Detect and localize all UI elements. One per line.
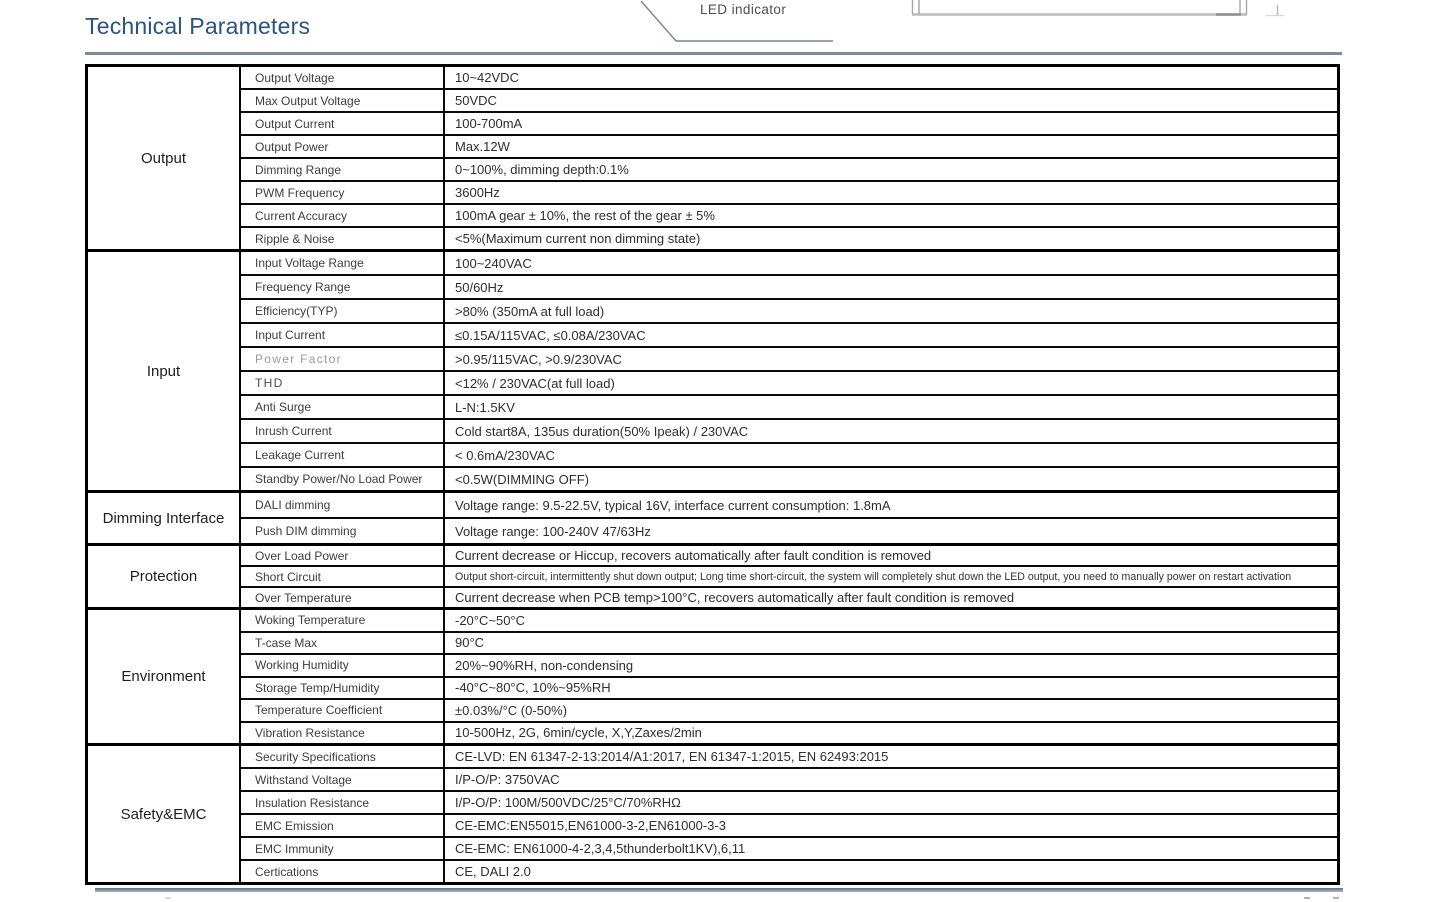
table-row	[241, 698, 1337, 721]
table-row	[241, 370, 1337, 394]
table-row	[241, 836, 1337, 859]
param-label: EMC Immunity	[241, 838, 445, 859]
param-value: 100~240VAC	[455, 255, 532, 271]
table-row	[241, 493, 1337, 517]
param-value: ±0.03%/°C (0-50%)	[455, 702, 568, 718]
param-value: 100-700mA	[455, 116, 523, 131]
table-row	[241, 790, 1337, 813]
param-value: I/P-O/P: 3750VAC	[455, 772, 560, 787]
param-label: Withstand Voltage	[241, 769, 445, 790]
led-indicator-label: LED indicator	[700, 2, 787, 17]
param-label: Over Load Power	[241, 546, 445, 565]
param-label: Leakage Current	[241, 444, 445, 466]
param-value: CE-LVD: EN 61347-2-13:2014/A1:2017, EN 61347-1:2015, EN 62493:2015	[455, 749, 889, 764]
param-label: Security Specifications	[241, 746, 445, 767]
param-label: Woking Temperature	[241, 610, 445, 631]
param-label: Output Voltage	[241, 67, 445, 88]
page-title: Technical Parameters	[85, 13, 311, 39]
param-value: >0.95/115VAC, >0.9/230VAC	[455, 351, 622, 367]
param-value: <5%(Maximum current non dimming state)	[455, 231, 701, 246]
table-row	[241, 721, 1337, 744]
table-row	[241, 394, 1337, 418]
footer-divider	[95, 888, 1343, 892]
table-row	[241, 859, 1337, 882]
param-label: Input Voltage Range	[241, 252, 445, 274]
table-row	[241, 653, 1337, 676]
param-label: Frequency Range	[241, 276, 445, 298]
section-input	[88, 249, 1337, 490]
param-value: 10-500Hz, 2G, 6min/cycle, X,Y,Zaxes/2min	[455, 725, 702, 741]
param-label: Standby Power/No Load Power	[241, 468, 445, 490]
table-row	[241, 586, 1337, 607]
param-value: Current decrease when PCB temp>100°C, recovers automatically after fault condition is removed	[455, 590, 1015, 605]
param-value: 0~100%, dimming depth:0.1%	[455, 162, 629, 177]
param-label: Inrush Current	[241, 420, 445, 442]
param-value: CE, DALI 2.0	[455, 864, 531, 879]
param-value: >80% (350mA at full load)	[455, 303, 605, 319]
param-label: Short Circuit	[241, 567, 445, 586]
param-value: Voltage range: 9.5-22.5V, typical 16V, interface current consumption: 1.8mA	[455, 497, 891, 513]
table-row	[241, 746, 1337, 767]
param-label: Certications	[241, 861, 445, 882]
param-value: 10~42VDC	[455, 70, 519, 85]
section-dimming-interface	[88, 490, 1337, 543]
param-value: -40°C~80°C, 10%~95%RH	[455, 680, 611, 696]
table-row	[241, 180, 1337, 203]
param-value: CE-EMC: EN61000-4-2,3,4,5thunderbolt1KV),6,11	[455, 841, 746, 856]
param-label: Temperature Coefficient	[241, 700, 445, 721]
table-row	[241, 111, 1337, 134]
table-row	[241, 157, 1337, 180]
param-value: Max.12W	[455, 139, 510, 154]
param-label: Output Current	[241, 113, 445, 134]
param-value: ≤0.15A/115VAC, ≤0.08A/230VAC	[455, 327, 646, 343]
param-value: CE-EMC:EN55015,EN61000-3-2,EN61000-3-3	[455, 818, 726, 833]
param-label: Efficiency(TYP)	[241, 300, 445, 322]
param-label: THD	[241, 372, 445, 394]
param-label: EMC Emission	[241, 815, 445, 836]
param-value: -20°C~50°C	[455, 612, 526, 628]
category-cell: Output	[88, 67, 241, 249]
param-label: Max Output Voltage	[241, 90, 445, 111]
param-label: Insulation Resistance	[241, 792, 445, 813]
param-label: DALI dimming	[241, 493, 445, 517]
param-value: I/P-O/P: 100M/500VDC/25°C/70%RHΩ	[455, 795, 681, 810]
param-label: Working Humidity	[241, 655, 445, 676]
section-output	[88, 67, 1337, 249]
table-row	[241, 546, 1337, 565]
param-value: 90°C	[455, 635, 485, 651]
param-label: Dimming Range	[241, 159, 445, 180]
param-value: 100mA gear ± 10%, the rest of the gear ± 5%	[455, 208, 715, 223]
param-value: Current decrease or Hiccup, recovers automatically after fault condition is removed	[455, 548, 932, 563]
param-value: Voltage range: 100-240V 47/63Hz	[455, 523, 651, 539]
table-row	[241, 517, 1337, 543]
leader-line-diagonal	[641, 1, 676, 41]
param-value: < 0.6mA/230VAC	[455, 447, 555, 463]
table-row	[241, 203, 1337, 226]
table-row	[241, 418, 1337, 442]
param-label: Power Factor	[241, 348, 445, 370]
param-label: Anti Surge	[241, 396, 445, 418]
param-value: L-N:1.5KV	[455, 399, 515, 415]
section-environment	[88, 607, 1337, 743]
table-row	[241, 610, 1337, 631]
param-value: 3600Hz	[455, 185, 500, 200]
param-value: Output short-circuit, intermittently shut down output; Long time short-circuit, the system will completely shut down the LED output, you need to manually power on restart activation	[455, 570, 1292, 583]
param-label: Input Current	[241, 324, 445, 346]
table-row	[241, 767, 1337, 790]
param-label: PWM Frequency	[241, 182, 445, 203]
table-row	[241, 88, 1337, 111]
param-value: 50VDC	[455, 93, 497, 108]
table-row	[241, 298, 1337, 322]
param-label: Vibration Resistance	[241, 723, 445, 744]
table-row	[241, 346, 1337, 370]
category-cell: Safety&EMC	[88, 746, 241, 882]
param-value: <12% / 230VAC(at full load)	[455, 375, 615, 391]
footer-mark	[165, 897, 171, 899]
technical-parameters-table	[85, 64, 1340, 885]
category-cell: Input	[88, 252, 241, 490]
section-protection	[88, 543, 1337, 607]
table-row	[241, 67, 1337, 88]
param-label: Over Temperature	[241, 588, 445, 607]
param-value: <0.5W(DIMMING OFF)	[455, 471, 589, 487]
param-label: T-case Max	[241, 633, 445, 654]
param-label: Push DIM dimming	[241, 519, 445, 543]
param-label: Storage Temp/Humidity	[241, 678, 445, 699]
table-row	[241, 322, 1337, 346]
section-safety-emc	[88, 743, 1337, 882]
param-label: Output Power	[241, 136, 445, 157]
table-row	[241, 565, 1337, 586]
param-value: 20%~90%RH, non-condensing	[455, 657, 634, 673]
footer-mark	[1304, 897, 1310, 899]
table-row	[241, 676, 1337, 699]
table-row	[241, 442, 1337, 466]
table-row	[241, 466, 1337, 490]
table-row	[241, 631, 1337, 654]
table-row	[241, 274, 1337, 298]
param-value: 50/60Hz	[455, 279, 504, 295]
title-divider	[85, 52, 1342, 55]
param-value: Cold start8A, 135us duration(50% Ipeak) / 230VAC	[455, 423, 749, 439]
table-row	[241, 813, 1337, 836]
param-label: Current Accuracy	[241, 205, 445, 226]
category-cell: Environment	[88, 610, 241, 743]
footer-mark	[1333, 897, 1339, 899]
category-cell: Protection	[88, 546, 241, 607]
category-cell: Dimming Interface	[88, 493, 241, 543]
table-row	[241, 134, 1337, 157]
param-label: Ripple & Noise	[241, 228, 445, 249]
table-row	[241, 252, 1337, 274]
table-row	[241, 226, 1337, 249]
